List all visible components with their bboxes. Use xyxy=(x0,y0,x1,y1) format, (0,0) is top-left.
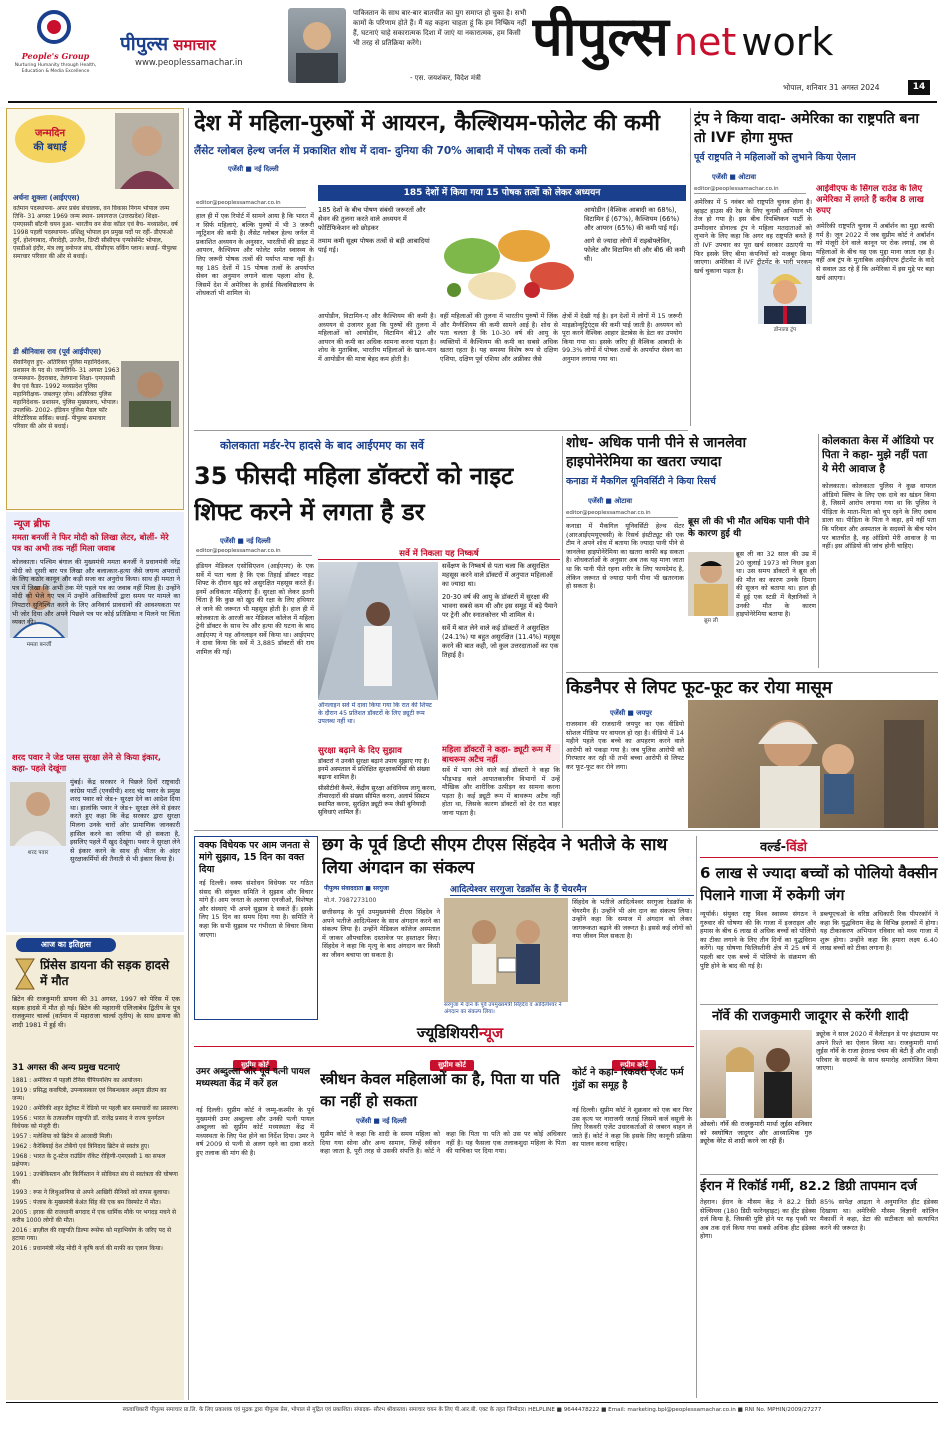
brief-pawar-caption: शरद पवार xyxy=(27,850,49,856)
news-brief-label: न्यूज ब्रीफ xyxy=(14,519,50,530)
trump-side-text: अमेरिकी राष्ट्रपति चुनाव में अबॉर्शन का मुद्दा काफी गर्म है। जून 2022 में जब सुप्रीम कोर्ट ने अबॉर्शन को मंजूरी देने वाले कानून पर रोक लगाई, तब से महिलाओं के बीच यह एक मुद्दा माना जाता रहा है। वहीं अब ट्रंप के मुताबिक आईवीएफ ट्रीटमेंट के वादे से सवाल उठ रहे हैं कि अमेरिका में इस मुद्दे पर बड़ा खर्च आएगा। xyxy=(816,222,934,282)
kidnapper-photo xyxy=(688,700,938,828)
judiciary-left-tag: सुप्रीम कोर्ट xyxy=(233,1060,277,1071)
history-event: 1956 : भारत के तत्कालीन राष्ट्रपति डॉ. राजेंद्र प्रसाद ने राज्य पुनर्गठन विधेयक को मंजूरी दी। xyxy=(12,1115,165,1130)
hypo-side-text: ब्रूस ली का 32 साल की उम्र में 20 जुलाई 1973 को निधन हुआ था। उस समय डॉक्टरों ने ब्रूस ली की मौत का कारण उनके दिमाग की सूजन को बताया था। हाल ही में हुई एक स्टडी में वैज्ञानिकों ने उनकी मौत के कारण हाइपोनेरेमिया बताया है। xyxy=(736,550,816,619)
hypo-side-title: ब्रूस ली की भी मौत अधिक पानी पीने के कारण हुई थी xyxy=(688,517,810,539)
quote-author: - एस. जयशंकर, विदेश मंत्री xyxy=(410,74,481,82)
brief-mamata-text: कोलकाता। पश्चिम बंगाल की मुख्यमंत्री ममता बनर्जी ने प्रधानमंत्री नरेंद्र मोदी को दूसरी बार पत्र लिखा और बलात्कार-हत्या जैसे जघन्य अपराधों के लिए कठोर कानून और कड़ी सजा का अनुरोध किया। साथ ही ममता ने पत्र में लिखा कि अभी तक मेरे पहले पत्र का जवाब नहीं मिला है। उन्होंने मोदी को भेजे गए पत्र में उन्होंने अधिकारियों द्वारा समय पर मामले का निपटारा सुनिश्चित करने के लिए अनिवार्य प्रावधानों की आवश्यकता पर भी जोर दिया और अपने पिछले पत्र पर कोई प्रतिक्रिया न मिलने पर चिंता व्यक्त की। xyxy=(12,558,180,627)
birthday-p1-text: वर्तमान पदस्थापना- अपर प्रबंध संचालक, वन विकास निगम भोपाल जन्म तिथि- 31 अगस्त 1969 जन्म स्थान- प्रयागराज (उत्तरप्रदेश) शिक्षा- एमएससी बॉटनी चयन हुआ- भारतीय वन सेवा कॉडर एवं बैच- मध्यप्रदेश, वर्ष 1998 पहली पदस्थापना- प्रशिक्षु भोपाल इन प्रमुख पदों पर रहीं- डीएफओ दुर्ग, होशंगाबाद, नौरादेही, उज्जैन, डिप्टी सीसीएफ एन्फोर्समेंट भोपाल, एसडीओ इंदौर, मंत्र लघु वनोपज संघ, सीसीएफ वर्किंग प्लान। बधाई- पीपुल्स समाचार परिवार की ओर से बधाई। xyxy=(13,205,178,260)
doctors-bullet: 20-30 वर्ष की आयु के डॉक्टरों में सुरक्षा की भावना सबसे कम थी और इस समूह में बड़े पैमाने पर ट्रेनी और स्नातकोत्तर भी शामिल थे। xyxy=(442,593,558,619)
hourglass-icon xyxy=(14,957,36,991)
polio-headline: 6 लाख से ज्यादा बच्चों को पोलियो वैक्सीन पिलाने गाजा में रुकेगी जंग xyxy=(700,864,938,904)
iran-headline: ईरान में रिकॉर्ड गर्मी, 82.2 डिग्री तापमान दर्ज xyxy=(700,1179,917,1194)
doctors-text: इंडियन मेडिकल एसोसिएशन (आईएमए) के एक सर्वे में पता चला है कि एक तिहाई डॉक्टर नाइट शिफ्ट के दौरान खुद को असुरक्षित महसूस करते हैं। इनमें अधिकतर महिलाएं हैं। सुरक्षा को लेकर इतनी चिंता है कि कुछ को खुद की रक्षा के लिए हथियार ले जाने की जरूरत भी महसूस होती है। हाल ही में कोलकाता के आरजी कर मेडिकल कॉलेज में महिला ट्रेनी डॉक्टर के साथ रेप और हत्या की घटना के बाद आईएमए ने यह ऑनलाइन सर्वे किया था। आईएमए ने दावा किया कि सर्वे में 3,885 डॉक्टरों की राय शामिल की गई। xyxy=(196,562,314,656)
birthday-title-top: जन्मदिन xyxy=(34,128,66,139)
bruce-lee-photo xyxy=(688,552,734,616)
kidnapper-headline: किडनैपर से लिपट फूट-फूट कर रोया मासूम xyxy=(566,678,833,698)
iran-text-1: तेहरान। ईरान के मौसम केंद्र ने 82.2 डिग्री सेल्सियस (180 डिग्री फारेनहाइट) का हीट इंडेक्स दर्ज किया है, जिसकी पुष्टि होने पर यह पृथ्वी पर अब तक दर्ज किया गया सबसे अधिक हीट इंडेक्स होगा। xyxy=(700,1198,816,1241)
singhdeo-photo-caption: सरगुजा में दान के पूर्व उपमुख्यमंत्री सिंहदेव व आदित्येश्वर ने अंगदान का संकल्प लिया। xyxy=(444,1002,562,1015)
brief-mamata-caption: ममता बनर्जी xyxy=(26,642,52,648)
dateline: भोपाल, शनिवार 31 अगस्त 2024 xyxy=(783,83,880,92)
right-column-divider xyxy=(690,108,691,426)
judiciary-right-text: नई दिल्ली। सुप्रीम कोर्ट ने शुक्रवार को एक बार फिर उस कृत्य पर नाराजगी जताई जिसमें कर्ज वसूली के लिए रिकवरी एजेंट उधारकर्ताओं से जबरन वाहन ले जाते हैं। कोर्ट ने कहा कि इसके लिए कानूनी प्रक्रिया का पालन करना चाहिए। xyxy=(572,1106,692,1149)
news-brief-panel xyxy=(6,512,184,932)
kolkata-audio-text: कोलकाता। कोलकाता पुलिस ने कुछ वायरल ऑडियो क्लिप के लिए एक दावे का खंडन किया है, जिसमें आरोप लगाया गया था कि पुलिस ने पीड़िता के माता-पिता को चुप रहने के लिए दबाव डाला था। पीड़िता के पिता ने कहा, हमें नहीं पता कि परिवार और अस्पताल के सदस्यों के बीच फोन पर बातचीत है, वह ऑडियो मेरी आवाज है या नहीं। इस ऑडियो की जांच होनी चाहिए। xyxy=(822,482,936,551)
singhdeo-phone: मो.नं. 7987273100 xyxy=(324,897,377,904)
waqf-box xyxy=(194,836,318,1020)
hypo-text: कनाडा में मैकगिल यूनिवर्सिटी हेल्थ सेंटर (आरआईएमयूएचसी) के रिसर्च इंस्टीट्यूट की एक टीम ने अपने शोध में बताया कि ज्यादा पानी पीने से जानलेवा हाइपोनेरेमिया का खतरा काफी बढ़ सकता है। शोधकर्ताओं के अनुसार अब तक यह माना जाता था कि पानी पीते रहना शरीर के लिए फायदेमंद है, लेकिन जरूरत से ज्यादा पानी पीना भी खतरनाक हो सकता है। xyxy=(566,522,684,591)
doctors-s1-bullets xyxy=(318,758,438,828)
nutrition-food-photo xyxy=(432,206,582,308)
brief-mamata-title: ममता बनर्जी ने फिर मोदी को लिखा लेटर, बोलीं- मेरे पत्र का अभी तक नहीं मिला जवाब xyxy=(12,532,169,553)
history-event: 1881 : अमेरिका में पहली टेनिस चैंपियनशिप का आयोजन। xyxy=(12,1077,143,1084)
waqf-text: नई दिल्ली। वक्फ संशोधन विधेयक पर गठित संसद की संयुक्त समिति ने सुझाव और विचार मांगे हैं। आम जनता के अलावा एनजीओ, विशेषज्ञ और संस्थाएं भी अपने सुझाव दे सकते हैं। इसके लिए 15 दिन का समय दिया गया है। समिति ने कहा कि सभी सुझाव पर गंभीरता से विचार किया जाएगा। xyxy=(199,879,313,939)
history-event: 2016 : प्रधानमंत्री नरेंद्र मोदी ने कृषि कर्ज की माफी का एलान किया। xyxy=(12,1245,163,1252)
singhdeo-text-1: छत्तीसगढ़ के पूर्व उपमुख्यमंत्री टीएस सिंहदेव ने अपने भतीजे आदित्येश्वर के साथ अंगदान करने का संकल्प लिया है। उन्होंने मेडिकल कॉलेज अस्पताल में जाकर औपचारिक दस्तावेज पर हस्ताक्षर किए। सिंहदेव ने कहा कि मृत्यु के बाद अंगदान कर किसी का जीवन बचाया जा सकता है। xyxy=(322,908,440,959)
trump-side-title: आईवीएफ के सिंगल राउंड के लिए अमेरिका में लगते हैं करीब 8 लाख रुपए xyxy=(816,184,924,216)
trump-email: editor@peoplessamachar.co.in xyxy=(694,186,806,194)
brand-samachar: समाचार xyxy=(173,36,216,54)
masthead xyxy=(0,0,945,100)
world-divider xyxy=(696,836,697,1398)
kidnapper-text-1: राजस्थान की राजधानी जयपुर का एक वीडियो सोशल मीडिया पर वायरल हो रहा है। वीडियो में 14 महीने पहले एक बच्चे का अपहरण करने वाले आरोपी को पकड़ा गया है। जब पुलिस आरोपी को गिरफ्तार कर रही थी तभी बच्चा आरोपी से लिपट कर फूट-फूट कर रोने लगा। xyxy=(566,720,684,771)
norway-text: ड्यूरेक ने साल 2020 में वैलेंटाइन डे पर इंस्टाग्राम पर अपने रिश्ते का ऐलान किया था। राजकुमारी मार्था लुईस नॉर्वे के राजा हेराल्ड पंचम की बेटी हैं और शाही परिवार के सदस्यों के साथ समारोह आयोजित किया जाएगा। xyxy=(816,1030,938,1073)
history-panel xyxy=(6,935,184,1400)
birthday-badge xyxy=(15,115,85,163)
world-label-right: विंडो xyxy=(786,840,808,855)
royal-couple-icon xyxy=(700,1030,812,1118)
world-header-rule xyxy=(700,857,938,858)
birthday-title-bottom: की बधाई xyxy=(33,142,67,153)
singhdeo-photo xyxy=(444,898,568,1002)
history-events-title: 31 अगस्त की अन्य प्रमुख घटनाएं xyxy=(12,1063,120,1073)
judiciary-mid-text: सुप्रीम कोर्ट ने कहा कि शादी के समय महिला को दिया गया सोना और अन्य सामान, जिन्हें स्त्रीधन कहा जाता है, पूरी तरह से उसकी संपत्ति है। कोर्ट ने कहा कि पिता या पति को उस पर कोई अधिकार नहीं है। यह फैसला एक तलाकशुदा महिला के पिता की याचिका पर दिया गया। xyxy=(320,1130,566,1156)
lead-bullet: 185 देशों के बीच पोषण संबंधी जरूरतों और सेवन की तुलना करते वाले अध्ययन में फोर्टिफिकेशन को छोड़कर xyxy=(318,206,426,232)
lead-text-3: वहीं महिलाओं की तुलना में भारतीय पुरुषों में जिंक और मैग्नीशियम की कमी सामने आई है। शोध से पता चलता है कि 10-30 वर्ष की आयु के व्यक्तियों में कैल्शियम की कमी का सबसे अधिक खतरा रहता है। यह समस्या विशेष रूप से दक्षिण एशिया, दक्षिण पूर्व एशिया और अफ्रीका जैसे xyxy=(440,312,558,363)
trump-headline: ट्रंप ने किया वादा- अमेरिका का राष्ट्रपति बना तो IVF होगा मुफ्त xyxy=(694,111,919,146)
judiciary-right-title: कोर्ट ने कहा- रिकवरी एजेंट फर्म गुंडों का समूह है xyxy=(572,1067,684,1091)
birthday-photo-1 xyxy=(115,113,179,189)
history-event: 1991 : उज्बेकिस्तान और किर्गिस्तान ने सोवियत संघ से स्वतंत्रता की घोषणा की। xyxy=(12,1171,178,1186)
judiciary-rule xyxy=(194,1046,694,1047)
kidnapper-hug-icon xyxy=(688,700,938,828)
doctors-divider xyxy=(562,436,563,828)
kolkata-audio-headline: कोलकाता केस में ऑडियो पर पिता ने कहा- मुझे नहीं पता ये मेरी आवाज है xyxy=(822,435,934,475)
waqf-title: वक्फ विधेयक पर आम जनता से मांगे सुझाव, 15 दिन का वक्त दिया xyxy=(199,840,310,875)
birthday-p2-text: सेवानिवृत्त हुए- अतिरिक्त पुलिस महानिदेशक, प्रशासन के पद से। जन्मतिथि- 31 अगस्त 1963 जन्मस्थान- हैदराबाद, तेलंगाना शिक्षा- एमएससी बैच एवं कैडर- 1992 मध्यप्रदेश पुलिस महानिरीक्षक- जबलपुर ज़ोन। अतिरिक्त पुलिस महानिदेशक- प्रशासन, पुलिस मुख्यालय, भोपाल। उपलब्धि- 2002- इंडियन पुलिस मैडल फॉर मेरिटोरियस सर्विस। बधाई- पीपुल्स समाचार परिवार की ओर से बधाई। xyxy=(13,359,120,430)
history-event: 1920 : अमेरिकी शहर डेट्रॉयट में रेडियो पर पहली बार समाचारों का प्रसारण। xyxy=(12,1105,179,1112)
judiciary-mid-title: स्त्रीधन केवल महिलाओं का है, पिता या पति का नहीं हो सकता xyxy=(320,1070,560,1110)
doctors-s1-bullet: सीसीटीवी कैमरे, केंद्रीय सुरक्षा अधिनियम लागू करना, तीमारदारों की संख्या सीमित करना, अलार्म सिस्टम स्थापित करना, सुरक्षित ड्यूटी रूम जैसी बुनियादी सुविधाएं शामिल हैं। xyxy=(318,784,437,817)
polio-text-1: न्यूयॉर्क। संयुक्त राष्ट्र विश्व स्वास्थ्य संगठन ने गुरुवार की घोषणा की कि गाजा में इजराइल और हमास के बीच 6 लाख से अधिक बच्चों को पोलियो का टीका लगाने के लिए तीन दिनों का युद्धविराम करेंगे। यह घोषणा फिलिस्तीनी क्षेत्र में 25 वर्ष में पहली बार एक बच्चे में पोलियो के संक्रमण की पुष्टि होने के बाद की गई है। xyxy=(700,910,816,970)
polio-rule xyxy=(700,1004,938,1005)
judiciary-left-title: उमर अब्दुल्ला और पूर्व पत्नी पायल मध्यस्थता केंद्र में करें हल xyxy=(196,1067,310,1089)
trump-byline: एजेंसी ■ ओटावा xyxy=(712,173,756,181)
doctors-photo-caption: ऑनलाइन सर्वे में दावा किया गया कि रात की शिफ्ट के दौरान 45 प्रतिशत डॉक्टरों के लिए ड्यूटी रूम उपलब्ध नहीं था। xyxy=(318,702,432,725)
doctors-bullets xyxy=(442,562,560,740)
hypo-divider xyxy=(818,434,819,668)
website-link[interactable]: www.peoplessamachar.in xyxy=(135,58,243,68)
judiciary-mid-byline: एजेंसी ■ नई दिल्ली xyxy=(356,1117,407,1125)
doctors-kicker: कोलकाता मर्डर-रेप हादसे के बाद आईएमए का सर्वे xyxy=(220,439,424,452)
history-event: 1993 : रूस ने लिथुआनिया से अपने आखिरी सैनिकों को वापस बुलाया। xyxy=(12,1189,170,1196)
norway-caption: ओस्लो। नॉर्वे की राजकुमारी मार्था लुईस शनिवार को स्वघोषित जादूगर और आध्यात्मिक गुरु ड्यूरेक वेरेट से शादी करने जा रही हैं। xyxy=(700,1120,812,1146)
lead-bottom-rule xyxy=(194,430,688,431)
birthday-p2-name: डी श्रीनिवास राव (पूर्व आईपीएस) xyxy=(13,347,102,356)
history-event: 1962 : कैरेबियाई देश टोबैगो एवं त्रिनिदाद ब्रिटेन से स्वतंत्र हुए। xyxy=(12,1143,150,1150)
history-event: 2016 : ब्राज़ील की राष्ट्रपति डिल्मा रूसेफ को महाभियोग के जरिए पद से हटाया गया। xyxy=(12,1227,172,1242)
brief-pawar-photo xyxy=(10,782,66,846)
trump-text: अमेरिका में 5 नवंबर को राष्ट्रपति चुनाव होना है। व्हाइट हाउस की रेस के लिए चुनावी अभियान भी तेज हो गया है। इस बीच रिपब्लिकन पार्टी के उम्मीदवार डोनाल्ड ट्रंप ने महिला मतदाताओं को लुभाने के लिए कहा कि अगर वह राष्ट्रपति बनते हैं तो IVF उपचार का पूरा खर्च सरकार उठाएगी या फिर इसके लिए बीमा कंपनियों को मजबूर किया जाएगा। अमेरिका में IVF ट्रीटमेंट के भारी भरकम खर्च चुकाना पड़ता है। xyxy=(694,198,812,275)
lead-text-1: हाल ही में एक रिपोर्ट में सामने आया है कि भारत में न सिर्फ महिलाएं, बल्कि पुरुषों में भी 3 जरूरी न्यूट्रिशन की कमी है। लैंसेट ग्लोबल हेल्थ जर्नल में प्रकाशित अध्ययन के अनुसार, भारतीयों की डाइट में आयरन, कैल्शियम और फोलेट समेत स्वास्थ्य के लिए जरूरी पोषक तत्वों की पर्याप्त मात्रा नहीं है। यह 185 देशों में 15 पोषक तत्वों के अपर्याप्त सेवन का अनुमान लगाने वाला पहला शोध है, जिसमें देश में अमेरिका के हार्वर्ड विश्वविद्यालय के शोधकर्ता भी शामिल थे। xyxy=(196,212,314,298)
network-brand-net: net xyxy=(673,20,737,64)
lead-subhead: लैंसेट ग्लोबल हेल्थ जर्नल में प्रकाशित शोध में दावा- दुनिया की 70% आबादी में पोषक तत्वों की कमी xyxy=(194,145,587,157)
network-brand-hi: पीपुल्स xyxy=(532,6,669,68)
hypo-subhead: कनाडा में मैकगिल यूनिवर्सिटी ने किया रिसर्च xyxy=(566,476,716,487)
footer-rule xyxy=(6,1402,938,1403)
brief-pawar-title: शरद पवार ने जेड प्लस सुरक्षा लेने से किया इंकार, कहा- पहले देखूंगा xyxy=(12,752,162,773)
history-event: 1995 : पंजाब के मुख्यमंत्री बेअंत सिंह की एक बम विस्फोट में मौत। xyxy=(12,1199,161,1206)
page-number: 14 xyxy=(908,80,930,95)
history-event: 1919 : प्रसिद्ध कवयित्री, उपन्यासकार एवं निबन्धकार अमृता प्रीतम का जन्म। xyxy=(12,1087,167,1102)
lead-email: editor@peoplessamachar.co.in xyxy=(196,200,306,208)
judiciary-header xyxy=(360,1023,560,1045)
singhdeo-side-title: आदित्येश्वर सरगुजा रेडक्रॉस के हैं चेयरमैन xyxy=(450,882,694,896)
history-label: आज का इतिहास xyxy=(40,940,92,949)
norway-photo xyxy=(700,1030,812,1118)
lead-bullet: आगे से ज्यादा लोगों में राइबोफ्लेविन, फोलेट और विटामिन सी और बी6 की कमी थी। xyxy=(584,237,686,263)
judiciary-label-a: ज्यूडिशियरी xyxy=(416,1024,479,1042)
lead-byline: एजेंसी ■ नई दिल्ली xyxy=(228,165,279,173)
singhdeo-byline: पीपुल्स संवाददाता ■ सरगुजा xyxy=(324,885,389,892)
birthday-p1-name: अर्चना शुक्ला (आईएएस) xyxy=(13,193,80,202)
polio-text-2: डब्ल्यूएचओ के वरिष्ठ अधिकारी रिक पीपरकॉर्न ने कहा कि युद्धविराम केंद्र के विभिन्न इलाकों में होगा। यह टीकाकरण अभियान रविवार को मध्य गाजा में शुरू होगा। उन्होंने कहा कि हमारा लक्ष्य 6.40 लाख बच्चों को टीका लगाना है। xyxy=(820,910,938,953)
quote-text: पाकिस्तान के साथ बार-बार बातचीत का युग समाप्त हो चुका है। सभी कामों के परिणाम होते हैं। मैं यह कहना चाहता हूं कि हम निष्क्रिय नहीं हैं, घटनाएं चाहे सकारात्मक दिशा में जाएं या नकारात्मक, हम किसी भी तरह से प्रतिक्रिया करेंगे। xyxy=(353,9,527,47)
food-bowls-icon xyxy=(432,206,582,308)
lead-text-2: आयोडीन, विटामिन-ए और कैल्शियम की कमी है। अध्ययन से उजागर हुआ कि पुरुषों की तुलना में महिलाओं को आयोडीन, विटामिन बी12 और आयरन की कमी का अधिक सामना करना पड़ता है। शोध के मुताबिक, भारतीय महिलाओं के खान-पान में आयोडीन की मात्रा बेहद कम होती है। xyxy=(318,312,436,363)
pledge-ceremony-icon xyxy=(444,898,568,1002)
brief-pawar-text: मुंबई। केंद्र सरकार ने पिछले दिनों राष्ट्रवादी कांग्रेस पार्टी (एनसीपी) शरद चंद्र पवार के प्रमुख शरद पवार को जेड+ सुरक्षा देने का आदेश दिया था। हालांकि पवार ने जेड+ सुरक्षा लेने से इंकार करते हुए कहा कि केंद्र सरकार द्वारा सुरक्षा मिलना उनके चारों ओर प्रामाणिक जानकारी हासिल करने का जरिया भी हो सकता है, इसलिए पहले मैं खुद देखूंगा। पवार ने सुरक्षा लेने से इंकार करने के साथ ही भीतर के अंदर सुरक्षाकर्मियों की तैनाती से भी इंकार किया है। xyxy=(70,778,180,864)
lead-bullet: तमाम कमी सूक्ष्म पोषक तत्वों से बड़ी आबादियां पाई गई। xyxy=(318,237,430,254)
footer-imprint: स्वत्वाधिकारी पीपुल्स समाचार प्रा.लि. के लिए प्रकाशक एवं मुद्रक द्वारा पीपुल्स प्रेस, भोपाल से मुद्रित एवं प्रकाशित। संपादक- सौरभ श्रीवास्तव। समाचार चयन के लिए पी.आर.बी. एक्ट के तहत जिम्मेदार। HELPLINE ■ 9644478222 ■ Email: marketing.bpl@peoplessamachar.co.in ■ RNI No. MPHIN/2009/27277 xyxy=(122,1407,822,1413)
iran-text-2: 85% सापेक्ष आद्रता ने अनुमानित हीट इंडेक्स दिखाया था। अमेरिकी मौसम विज्ञानी कॉलिन मैकार्थी ने कहा, डेटा की सटीकता को सत्यापित करने की जरूरत है। xyxy=(820,1198,938,1232)
doctors-s1-bullet: डॉक्टरों ने उनकी सुरक्षा बढ़ाने उपाय सुझाए गए हैं। इनमें अस्पताल में प्रशिक्षित सुरक्षाकर्मियों की संख्या बढ़ाना शामिल है। xyxy=(318,758,430,782)
hypo-email: editor@peoplessamachar.co.in xyxy=(566,510,678,518)
history-events-list xyxy=(12,1077,180,1397)
history-event: 2005 : इराक की राजधानी बगदाद में एक धार्मिक मौके पर भगदड़ मचने से करीब 1000 लोगों की मौत। xyxy=(12,1209,177,1224)
history-event: 1957 : मलेशिया को ब्रिटेन से आजादी मिली। xyxy=(12,1133,113,1140)
peoples-group-logo xyxy=(8,5,103,95)
hypo-headline: शोध- अधिक पानी पीने से जानलेवा हाइपोनेरेमिया का खतरा ज्यादा xyxy=(566,435,747,470)
bruce-lee-caption: ब्रूस ली xyxy=(704,618,718,624)
singhdeo-headline: छग के पूर्व डिप्टी सीएम टीएस सिंहदेव ने भतीजे के साथ लिया अंगदान का संकल्प xyxy=(322,835,668,878)
doctors-email: editor@peoplessamachar.co.in xyxy=(196,548,312,556)
doctor-corridor-icon xyxy=(318,562,438,700)
trump-subhead: पूर्व राष्ट्रपति ने महिलाओं को लुभाने किया ऐलान xyxy=(694,152,856,163)
lead-bullets-right xyxy=(584,206,686,316)
lead-text-4: क्षेत्रों में देखी गई है। इन देशों में लोगों में 15 जरूरी माइक्रोन्यूट्रिएंट्स की कमी पाई जाती है। अध्ययन को पूरा करने वैश्विक आहार डेटाबेस के डेटा का उपयोग किया गया था। इसके जरिए ही वैश्विक आबादी के 99.3% लोगों में पोषक तत्वों के अपर्याप्त सेवन का अनुमान लगाया गया था। xyxy=(562,312,682,363)
doctors-bullet: सर्वेक्षण के निष्कर्ष से पता चला कि असुरक्षित महसूस करने वाले डॉक्टरों में अनुपात महिलाओं का ज्यादा था। xyxy=(442,562,553,588)
lead-bullet: आयोडीन (वैश्विक आबादी का 68%), विटामिन ई (67%), कैल्शियम (66%) और आयरन (65%) की कमी पाई गई। xyxy=(584,206,680,232)
doctors-survey-label: सर्वे में निकला यह निष्कर्ष xyxy=(318,548,560,560)
masthead-rule xyxy=(8,101,937,103)
lead-banner: 185 देशों में किया गया 15 पोषक तत्वों को लेकर अध्ययन xyxy=(318,185,686,201)
history-event: 1968 : भारत के टू-स्टेज राउंडिंग रॉकेट रोहिणी-एमएसवी 1 का सफल प्रक्षेपण। xyxy=(12,1153,166,1168)
jaishankar-photo xyxy=(288,8,346,83)
history-label-wrap xyxy=(16,938,116,952)
hypo-byline: एजेंसी ■ ओटावा xyxy=(588,497,632,505)
group-tagline: People's Group xyxy=(21,51,90,61)
group-logo-icon xyxy=(34,7,74,47)
doctors-bullet: सर्वे में बात लेने वाले कई डॉक्टरों ने असुरक्षित (24.1%) या बहुत असुरक्षित (11.4%) महसूस करने की बात कही, जो कुल उत्तरदाताओं का एक तिहाई है। xyxy=(442,624,560,659)
birthday-photo-2 xyxy=(121,361,179,427)
judiciary-right-tag: सुप्रीम कोर्ट xyxy=(612,1060,656,1071)
doctors-headline: 35 फीसदी महिला डॉक्टरों को नाइट शिफ्ट करने में लगता है डर xyxy=(194,462,514,526)
hospital-corridor-photo xyxy=(318,562,438,700)
network-brand xyxy=(532,6,932,76)
judiciary-label-b: न्यूज xyxy=(478,1024,504,1042)
history-title: प्रिंसेस डायना की सड़क हादसे में मौत xyxy=(40,958,170,988)
norway-headline: नॉर्वे की राजकुमारी जादूगर से करेंगी शादी xyxy=(712,1009,909,1024)
doctors-s1-title: सुरक्षा बढ़ाने के दिए सुझाव xyxy=(318,746,402,756)
kolkata-audio-rule xyxy=(566,672,938,673)
world-label-left: वर्ल्ड- xyxy=(760,840,787,855)
lead-headline: देश में महिला-पुरुषों में आयरन, कैल्शियम-फोलेट की कमी xyxy=(194,111,660,136)
left-column-divider xyxy=(188,108,189,1400)
norway-rule xyxy=(700,1174,938,1175)
kidnapper-rule xyxy=(194,830,938,831)
brand-hi: पीपुल्स xyxy=(120,33,169,55)
network-brand-work: work xyxy=(741,20,834,64)
kidnapper-byline: एजेंसी ■ जयपुर xyxy=(610,709,652,717)
judiciary-mid-tag: सुप्रीम कोर्ट xyxy=(430,1060,474,1071)
singhdeo-text-2: सिंहदेव के भतीजे आदित्येश्वर सरगुजा रेडक्रॉस के चेयरमैन हैं। उन्होंने भी अंग दान का संकल्प लिया। उन्होंने कहा कि समाज में अंगदान को लेकर जागरूकता बढ़ाने की जरूरत है। इससे कई लोगों को नया जीवन मिल सकता है। xyxy=(572,898,692,941)
world-window-header xyxy=(760,836,880,856)
doctors-s2-text: सर्वे में भाग लेने वाले कई डॉक्टरों ने कहा कि भीड़भाड़ वाले आपातकालीन विभागों में उन्हें मौखिक और शारीरिक उत्पीड़न का सामना करना पड़ता है। कई ड्यूटी रूम में बाथरूम अटैच नहीं होता था, जिसके कारण डॉक्टरों को देर रात बाहर जाना पड़ता है। xyxy=(442,766,560,817)
group-sub: Nurturing Humanity through Health, Education & Media Excellence xyxy=(14,63,97,74)
trump-caption: डोनाल्ड ट्रंप xyxy=(773,327,797,333)
birthday-panel xyxy=(6,108,184,510)
lead-bullets-left xyxy=(318,206,430,316)
history-text: ब्रिटेन की राजकुमारी डायना की 31 अगस्त, 1997 को पेरिस में एक सड़क हादसे में मौत हो गई। ब्रिटेन की महारानी एलिजाबेथ द्वितीय के पुत्र राजकुमार चार्ल्स (वर्तमान में महाराजा चार्ल्स तृतीय) के साथ डायना की शादी 1981 में हुई थी। xyxy=(12,995,180,1029)
doctors-s2-title: महिला डॉक्टरों ने कहा- ड्यूटी रूम में बाथरूम अटैच नहीं xyxy=(442,744,560,764)
doctors-byline: एजेंसी ■ नई दिल्ली xyxy=(220,537,271,545)
judiciary-left-text: नई दिल्ली। सुप्रीम कोर्ट ने जम्मू-कश्मीर के पूर्व मुख्यमंत्री उमर अब्दुल्ला और उनकी पत्नी पायल अब्दुल्ला को सुप्रीम कोर्ट मध्यस्थता केंद्र में मध्यस्थता के लिए पेश होने का निर्देश दिया। उमर ने वर्ष 2009 से पत्नी से अलग रहने का दावा करते हुए तलाक की मांग की है। xyxy=(196,1106,314,1157)
